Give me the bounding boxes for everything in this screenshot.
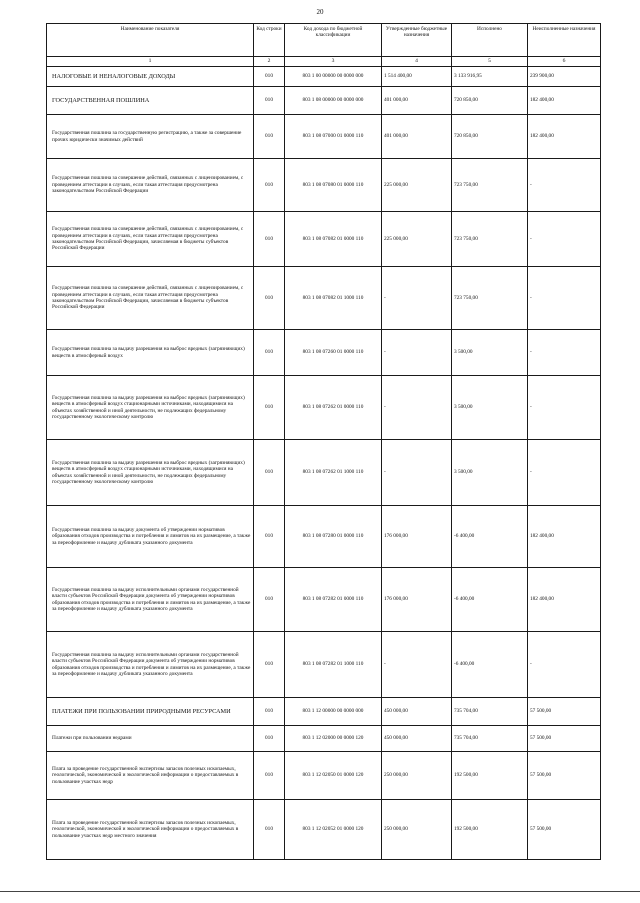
budget-code: 803 1 08 07000 01 0000 110 xyxy=(285,115,382,159)
row-code: 010 xyxy=(254,800,285,860)
indicator-name: Государственная пошлина за выдачу документа об утверждении нормативов образования отходов производства и потребления и лимитов на их размещение, а также за переоформление и выдачу дубликата указанного документа xyxy=(47,506,254,568)
table-row xyxy=(47,752,601,800)
executed-amount: 3 133 916,95 xyxy=(452,67,528,87)
column-number: 5 xyxy=(452,57,528,67)
unexecuted-amount: 57 500,00 xyxy=(528,752,601,800)
budget-revenue-table xyxy=(46,23,601,860)
table-row xyxy=(47,330,601,376)
table-row xyxy=(47,698,601,726)
unexecuted-amount: - xyxy=(528,159,601,212)
row-code: 010 xyxy=(254,87,285,115)
approved-amount: 176 000,00 xyxy=(382,568,452,632)
header-executed: Исполнено xyxy=(452,24,528,57)
table-row xyxy=(47,67,601,87)
table-row xyxy=(47,212,601,267)
unexecuted-amount: 57 500,00 xyxy=(528,726,601,752)
table-row xyxy=(47,159,601,212)
unexecuted-amount: 239 900,00 xyxy=(528,67,601,87)
unexecuted-amount: 182 400,00 xyxy=(528,506,601,568)
approved-amount: 225 000,00 xyxy=(382,212,452,267)
executed-amount: 3 500,00 xyxy=(452,440,528,506)
indicator-name: Государственная пошлина за совершение действий, связанных с лицензированием, с проведением аттестации в случаях, если такая аттестация предусмотрена законодательством Российской Федерации, зачисляемая в бюджеты субъектов Российской Федерации xyxy=(47,267,254,330)
row-code: 010 xyxy=(254,115,285,159)
unexecuted-amount: 182 400,00 xyxy=(528,115,601,159)
budget-code: 803 1 08 07282 01 0000 110 xyxy=(285,568,382,632)
budget-code: 803 1 08 07260 01 0000 110 xyxy=(285,330,382,376)
unexecuted-amount: 182 400,00 xyxy=(528,568,601,632)
table-row xyxy=(47,726,601,752)
budget-code: 803 1 12 02000 00 0000 120 xyxy=(285,726,382,752)
executed-amount: -6 400,00 xyxy=(452,568,528,632)
indicator-name: Государственная пошлина за государственную регистрацию, а также за совершение прочих юридически значимых действий xyxy=(47,115,254,159)
table-row xyxy=(47,115,601,159)
executed-amount: 723 750,00 xyxy=(452,159,528,212)
column-number-row xyxy=(47,57,601,67)
unexecuted-amount: 57 500,00 xyxy=(528,800,601,860)
executed-amount: 735 704,00 xyxy=(452,726,528,752)
approved-amount: - xyxy=(382,632,452,698)
approved-amount: - xyxy=(382,267,452,330)
unexecuted-amount: - xyxy=(528,440,601,506)
budget-code: 803 1 08 07082 01 1000 110 xyxy=(285,267,382,330)
executed-amount: 192 500,00 xyxy=(452,800,528,860)
approved-amount: 450 000,00 xyxy=(382,726,452,752)
unexecuted-amount: - xyxy=(528,632,601,698)
approved-amount: 176 000,00 xyxy=(382,506,452,568)
executed-amount: 723 750,00 xyxy=(452,212,528,267)
executed-amount: 720 850,00 xyxy=(452,115,528,159)
row-code: 010 xyxy=(254,726,285,752)
row-code: 010 xyxy=(254,632,285,698)
row-code: 010 xyxy=(254,376,285,440)
approved-amount: 401 000,00 xyxy=(382,87,452,115)
table-row xyxy=(47,568,601,632)
unexecuted-amount: - xyxy=(528,330,601,376)
unexecuted-amount: 57 500,00 xyxy=(528,698,601,726)
budget-code: 803 1 08 07262 01 1000 110 xyxy=(285,440,382,506)
table-row xyxy=(47,87,601,115)
header-approved: Утвержденные бюджетные назначения xyxy=(382,24,452,57)
page-bottom-divider xyxy=(0,891,640,892)
indicator-name: Государственная пошлина за выдачу разрешения на выброс вредных (загрязняющих) веществ в атмосферный воздух xyxy=(47,330,254,376)
column-number: 1 xyxy=(47,57,254,67)
indicator-name: ГОСУДАРСТВЕННАЯ ПОШЛИНА xyxy=(47,87,254,115)
row-code: 010 xyxy=(254,568,285,632)
unexecuted-amount: - xyxy=(528,212,601,267)
indicator-name: НАЛОГОВЫЕ И НЕНАЛОГОВЫЕ ДОХОДЫ xyxy=(47,67,254,87)
approved-amount: - xyxy=(382,330,452,376)
budget-code: 803 1 08 07080 01 0000 110 xyxy=(285,159,382,212)
indicator-name: Государственная пошлина за выдачу исполнительными органами государственной власти субъектов Российской Федерации документа об утверждении нормативов образования отходов производства и потребления и лимитов на их размещение, а также за переоформление и выдачу дубликата указанного документа xyxy=(47,632,254,698)
approved-amount: 1 514 400,00 xyxy=(382,67,452,87)
column-number: 6 xyxy=(528,57,601,67)
budget-code: 803 1 08 07082 01 0000 110 xyxy=(285,212,382,267)
executed-amount: 723 750,00 xyxy=(452,267,528,330)
budget-code: 803 1 12 00000 00 0000 000 xyxy=(285,698,382,726)
indicator-name: Государственная пошлина за совершение действий, связанных с лицензированием, с проведением аттестации в случаях, если такая аттестация предусмотрена законодательством Российской Федерации xyxy=(47,159,254,212)
budget-code: 803 1 12 02052 01 0000 120 xyxy=(285,800,382,860)
executed-amount: -6 400,00 xyxy=(452,632,528,698)
row-code: 010 xyxy=(254,506,285,568)
approved-amount: - xyxy=(382,376,452,440)
unexecuted-amount: 182 400,00 xyxy=(528,87,601,115)
row-code: 010 xyxy=(254,752,285,800)
executed-amount: 192 500,00 xyxy=(452,752,528,800)
indicator-name: Государственная пошлина за выдачу исполнительными органами государственной власти субъектов Российской Федерации документа об утверждении нормативов образования отходов производства и потребления и лимитов на их размещение, а также за переоформление и выдачу дубликата указанного документа xyxy=(47,568,254,632)
approved-amount: 450 000,00 xyxy=(382,698,452,726)
column-number: 2 xyxy=(254,57,285,67)
table-row xyxy=(47,800,601,860)
approved-amount: 225 000,00 xyxy=(382,159,452,212)
executed-amount: 3 500,00 xyxy=(452,330,528,376)
budget-code: 803 1 12 02050 01 0000 120 xyxy=(285,752,382,800)
row-code: 010 xyxy=(254,67,285,87)
indicator-name: Плата за проведение государственной экспертизы запасов полезных ископаемых, геологической, экономической и экологической информации о предоставляемых в пользование участках недр местного значения xyxy=(47,800,254,860)
row-code: 010 xyxy=(254,698,285,726)
unexecuted-amount: - xyxy=(528,376,601,440)
row-code: 010 xyxy=(254,440,285,506)
approved-amount: 250 000,00 xyxy=(382,800,452,860)
column-number: 4 xyxy=(382,57,452,67)
row-code: 010 xyxy=(254,330,285,376)
approved-amount: - xyxy=(382,440,452,506)
table-row xyxy=(47,267,601,330)
approved-amount: 250 000,00 xyxy=(382,752,452,800)
budget-code: 803 1 08 07262 01 0000 110 xyxy=(285,376,382,440)
indicator-name: Плата за проведение государственной экспертизы запасов полезных ископаемых, геологической, экономической и экологической информации о предоставляемых в пользование участках недр xyxy=(47,752,254,800)
header-row-code: Код строки xyxy=(254,24,285,57)
executed-amount: 720 850,00 xyxy=(452,87,528,115)
row-code: 010 xyxy=(254,212,285,267)
indicator-name: ПЛАТЕЖИ ПРИ ПОЛЬЗОВАНИИ ПРИРОДНЫМИ РЕСУРСАМИ xyxy=(47,698,254,726)
table-row xyxy=(47,632,601,698)
budget-code: 803 1 08 00000 00 0000 000 xyxy=(285,87,382,115)
table-row xyxy=(47,506,601,568)
indicator-name: Государственная пошлина за выдачу разрешения на выброс вредных (загрязняющих) веществ в атмосферный воздух стационарными источниками, находящимися на объектах хозяйственной и иной деятельности, не подлежащих федеральному государственному экологическому контролю xyxy=(47,440,254,506)
executed-amount: 3 500,00 xyxy=(452,376,528,440)
column-number: 3 xyxy=(285,57,382,67)
budget-code: 803 1 00 00000 00 0000 000 xyxy=(285,67,382,87)
indicator-name: Государственная пошлина за совершение действий, связанных с лицензированием, с проведением аттестации в случаях, если такая аттестация предусмотрена законодательством Российской Федерации, зачисляемая в бюджеты субъектов Российской Федерации xyxy=(47,212,254,267)
table-row xyxy=(47,376,601,440)
indicator-name: Платежи при пользовании недрами xyxy=(47,726,254,752)
approved-amount: 401 000,00 xyxy=(382,115,452,159)
row-code: 010 xyxy=(254,267,285,330)
header-unexecuted: Неисполненные назначения xyxy=(528,24,601,57)
table-row xyxy=(47,440,601,506)
header-name: Наименование показателя xyxy=(47,24,254,57)
unexecuted-amount: - xyxy=(528,267,601,330)
executed-amount: -6 400,00 xyxy=(452,506,528,568)
budget-code: 803 1 08 07280 01 0000 110 xyxy=(285,506,382,568)
indicator-name: Государственная пошлина за выдачу разрешения на выброс вредных (загрязняющих) веществ в атмосферный воздух стационарными источниками, находящимися на объектах хозяйственной и иной деятельности, не подлежащих федеральному государственному экологическому контролю xyxy=(47,376,254,440)
executed-amount: 735 704,00 xyxy=(452,698,528,726)
budget-code: 803 1 08 07282 01 1000 110 xyxy=(285,632,382,698)
header-budget-code: Код дохода по бюджетной классификации xyxy=(285,24,382,57)
row-code: 010 xyxy=(254,159,285,212)
page-number: 20 xyxy=(316,8,324,16)
